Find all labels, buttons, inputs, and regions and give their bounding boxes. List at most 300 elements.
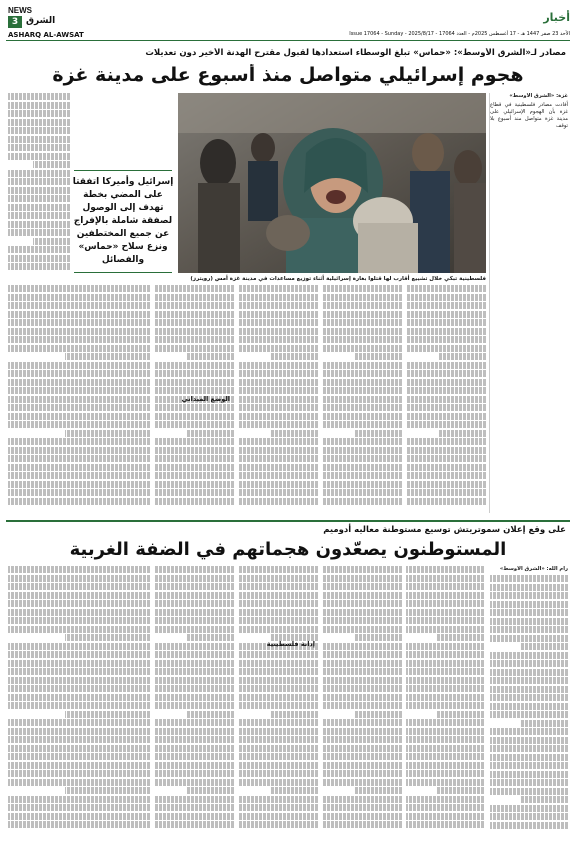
body-text-line	[238, 328, 318, 335]
body-text-line	[8, 626, 150, 633]
body-text-line	[8, 617, 150, 624]
body-text-line	[154, 668, 234, 675]
body-text-line	[154, 609, 234, 616]
body-text-line	[406, 294, 486, 301]
body-text-line	[238, 481, 318, 488]
body-text-line	[406, 643, 484, 650]
body-text-line	[238, 617, 318, 624]
logo: الشرق	[26, 16, 56, 26]
story1-column-2	[406, 285, 486, 513]
body-text-line	[406, 770, 484, 777]
body-text-line	[490, 584, 568, 591]
body-text-line	[354, 634, 402, 641]
body-text-line	[322, 600, 402, 607]
body-text-line	[490, 737, 568, 744]
body-text-line	[8, 609, 150, 616]
body-text-line	[490, 711, 568, 718]
body-text-line	[322, 753, 402, 760]
body-text-line	[8, 575, 150, 582]
body-text-line	[238, 668, 318, 675]
body-text-line	[270, 430, 318, 437]
body-text-line	[437, 711, 484, 718]
body-text-line	[8, 702, 150, 709]
body-text-line	[490, 618, 568, 625]
body-text-line	[322, 311, 402, 318]
body-text-line	[8, 600, 150, 607]
body-text-line	[8, 421, 150, 428]
body-text-line	[8, 195, 70, 202]
body-text-line	[406, 660, 484, 667]
body-text-line	[8, 736, 150, 743]
body-text-line	[354, 430, 402, 437]
body-text-line	[238, 370, 318, 377]
body-text-line	[406, 489, 486, 496]
body-text-line	[438, 430, 486, 437]
body-text-line	[154, 455, 234, 462]
body-text-line	[154, 626, 234, 633]
body-text-line	[154, 643, 234, 650]
body-text-line	[8, 651, 150, 658]
body-text-line	[238, 421, 318, 428]
body-text-line	[322, 745, 402, 752]
body-text-line	[322, 770, 402, 777]
body-text-line	[8, 345, 150, 352]
body-text-line	[186, 787, 234, 794]
body-text-line	[33, 238, 70, 245]
body-text-line	[406, 626, 484, 633]
body-text-line	[490, 805, 568, 812]
body-text-line	[406, 592, 484, 599]
body-text-line	[406, 438, 486, 445]
body-text-line	[65, 634, 150, 641]
body-text-line	[322, 455, 402, 462]
body-text-line	[8, 745, 150, 752]
body-text-line	[238, 677, 318, 684]
body-text-line	[406, 455, 486, 462]
body-text-line	[322, 404, 402, 411]
body-text-line	[8, 592, 150, 599]
body-text-line	[154, 328, 234, 335]
body-text-line	[238, 319, 318, 326]
body-text-line	[354, 711, 402, 718]
body-text-line	[490, 601, 568, 608]
body-text-line	[406, 804, 484, 811]
body-text-line	[322, 685, 402, 692]
body-text-line	[8, 110, 70, 117]
body-text-line	[8, 204, 70, 211]
body-text-line	[8, 170, 70, 177]
body-text-line	[238, 753, 318, 760]
body-text-line	[354, 787, 402, 794]
body-text-line	[490, 703, 568, 710]
body-text-line	[437, 787, 484, 794]
body-text-line	[238, 455, 318, 462]
body-text-line	[322, 302, 402, 309]
photo-caption: فلسطينية تبكي خلال تشييع أقارب لها قتلوا بغارة إسرائيلية أثناء توزيع مساعدات في مدينة غزة أمس (رويترز)	[190, 276, 486, 282]
body-text-line	[406, 719, 484, 726]
body-text-line	[490, 771, 568, 778]
story2-column-4	[238, 566, 318, 834]
body-text-line	[322, 447, 402, 454]
story1-column-1	[490, 93, 568, 513]
body-text-line	[238, 447, 318, 454]
body-text-line	[238, 600, 318, 607]
body-text-line	[406, 677, 484, 684]
body-text-line	[322, 294, 402, 301]
story1-column-1-text	[490, 134, 568, 513]
body-text-line	[490, 813, 568, 820]
body-text-line	[406, 336, 486, 343]
body-text-line	[406, 413, 486, 420]
body-text-line	[238, 294, 318, 301]
body-text-line	[270, 787, 318, 794]
body-text-line	[154, 319, 234, 326]
body-text-line	[8, 583, 150, 590]
pull-quote-bottom-rule	[74, 272, 172, 273]
body-text-line	[238, 694, 318, 701]
story-divider	[6, 520, 570, 522]
body-text-line	[322, 719, 402, 726]
body-text-line	[521, 643, 568, 650]
body-text-line	[406, 668, 484, 675]
body-text-line	[406, 779, 484, 786]
body-text-line	[406, 609, 484, 616]
body-text-line	[238, 796, 318, 803]
body-text-line	[154, 677, 234, 684]
body-text-line	[154, 421, 234, 428]
body-text-line	[154, 736, 234, 743]
body-text-line	[322, 396, 402, 403]
body-text-line	[154, 387, 234, 394]
story1-kicker: مصادر لـ«الشرق الأوسط»: «حماس» تبلغ الوسطاء استعدادها لقبول مقترح الهدنة الأخير دون تعديلات	[145, 48, 566, 58]
body-text-line	[154, 753, 234, 760]
body-text-line	[406, 302, 486, 309]
body-text-line	[154, 472, 234, 479]
body-text-line	[406, 736, 484, 743]
body-text-line	[238, 770, 318, 777]
body-text-line	[238, 311, 318, 318]
body-text-line	[406, 583, 484, 590]
body-text-line	[406, 745, 484, 752]
body-text-line	[238, 745, 318, 752]
body-text-line	[8, 311, 150, 318]
body-text-line	[406, 651, 484, 658]
body-text-line	[154, 592, 234, 599]
body-text-line	[322, 583, 402, 590]
story2-column-2	[406, 566, 484, 834]
body-text-line	[322, 617, 402, 624]
body-text-line	[154, 336, 234, 343]
body-text-line	[490, 822, 568, 829]
body-text-line	[65, 711, 150, 718]
body-text-line	[154, 285, 234, 292]
header-rule	[6, 40, 570, 41]
paper-name: ASHARQ AL-AWSAT	[8, 31, 84, 39]
body-text-line	[8, 319, 150, 326]
body-text-line	[490, 745, 568, 752]
body-text-line	[154, 498, 234, 505]
body-text-line	[238, 379, 318, 386]
body-text-line	[322, 481, 402, 488]
body-text-line	[8, 660, 150, 667]
body-text-line	[154, 660, 234, 667]
body-text-line	[490, 635, 568, 642]
body-text-line	[322, 677, 402, 684]
body-text-line	[238, 396, 318, 403]
story2-byline: رام الله: «الشرق الأوسط»	[499, 566, 568, 572]
body-text-line	[154, 745, 234, 752]
body-text-line	[8, 285, 150, 292]
body-text-line	[8, 294, 150, 301]
story2-headline: المستوطنون يصعّدون هجماتهم في الضفة الغربية	[69, 539, 507, 560]
body-text-line	[406, 762, 484, 769]
body-text-line	[322, 575, 402, 582]
story2-column-6	[8, 566, 150, 834]
body-text-line	[8, 336, 150, 343]
body-text-line	[406, 472, 486, 479]
body-text-line	[65, 787, 150, 794]
body-text-line	[490, 626, 568, 633]
body-text-line	[8, 178, 70, 185]
body-text-line	[406, 498, 486, 505]
body-text-line	[238, 728, 318, 735]
body-text-line	[154, 575, 234, 582]
body-text-line	[322, 328, 402, 335]
body-text-line	[322, 285, 402, 292]
body-text-line	[322, 813, 402, 820]
body-text-line	[186, 353, 234, 360]
body-text-line	[65, 430, 150, 437]
body-text-line	[238, 804, 318, 811]
body-text-line	[8, 263, 70, 270]
body-text-line	[354, 353, 402, 360]
body-text-line	[322, 728, 402, 735]
body-text-line	[154, 762, 234, 769]
body-text-line	[322, 438, 402, 445]
body-text-line	[8, 677, 150, 684]
body-text-line	[406, 396, 486, 403]
body-text-line	[154, 379, 234, 386]
body-text-line	[490, 762, 568, 769]
body-text-line	[65, 353, 150, 360]
body-text-line	[8, 221, 70, 228]
section-label: أخبار	[543, 11, 570, 24]
body-text-line	[154, 481, 234, 488]
body-text-line	[406, 566, 484, 573]
body-text-line	[322, 702, 402, 709]
body-text-line	[33, 161, 70, 168]
body-text-line	[8, 489, 150, 496]
body-text-line	[406, 285, 486, 292]
body-text-line	[406, 685, 484, 692]
body-text-line	[406, 345, 486, 352]
body-text-line	[154, 294, 234, 301]
body-text-line	[322, 804, 402, 811]
body-text-line	[406, 311, 486, 318]
body-text-line	[406, 617, 484, 624]
body-text-line	[322, 762, 402, 769]
body-text-line	[238, 660, 318, 667]
body-text-line	[322, 651, 402, 658]
story1-column-4	[238, 285, 318, 513]
body-text-line	[8, 643, 150, 650]
body-text-line	[238, 651, 318, 658]
body-text-line	[8, 229, 70, 236]
body-text-line	[438, 353, 486, 360]
pull-quote: إسرائيل وأميركا اتفقتا على المضي بخطة تهدف إلى الوصول لصفقة شاملة بالإفراج عن جميع المختطفين ونزع سلاح «حماس» والفصائل	[72, 177, 174, 265]
body-text-line	[8, 119, 70, 126]
body-text-line	[322, 736, 402, 743]
body-text-line	[8, 753, 150, 760]
body-text-line	[406, 379, 486, 386]
story2-kicker: على وقع إعلان سموتريتش توسيع مستوطنة معاليه أدوميم	[323, 525, 566, 535]
body-text-line	[238, 626, 318, 633]
body-text-line	[521, 796, 568, 803]
body-text-line	[8, 93, 70, 100]
body-text-line	[322, 626, 402, 633]
body-text-line	[322, 421, 402, 428]
body-text-line	[490, 575, 568, 582]
body-text-line	[406, 319, 486, 326]
story1-column-7	[8, 93, 70, 278]
body-text-line	[322, 336, 402, 343]
body-text-line	[154, 779, 234, 786]
body-text-line	[154, 566, 234, 573]
pull-quote-top-rule	[74, 170, 172, 171]
body-text-line	[490, 660, 568, 667]
story2-column-1	[490, 566, 568, 834]
body-text-line	[322, 379, 402, 386]
story1-subheading: الوضع الميداني	[181, 395, 230, 403]
body-text-line	[154, 728, 234, 735]
body-text-line	[322, 464, 402, 471]
body-text-line	[406, 813, 484, 820]
story1-column-6	[8, 285, 150, 513]
body-text-line	[521, 720, 568, 727]
body-text-line	[154, 685, 234, 692]
body-text-line	[154, 719, 234, 726]
body-text-line	[238, 464, 318, 471]
body-text-line	[8, 246, 70, 253]
body-text-line	[238, 685, 318, 692]
body-text-line	[490, 669, 568, 676]
body-text-line	[270, 711, 318, 718]
body-text-line	[8, 779, 150, 786]
body-text-line	[322, 566, 402, 573]
body-text-line	[322, 345, 402, 352]
body-text-line	[8, 387, 150, 394]
body-text-line	[8, 455, 150, 462]
body-text-line	[8, 762, 150, 769]
body-text-line	[322, 472, 402, 479]
story2-column-3	[322, 566, 402, 834]
column-divider	[489, 93, 490, 513]
body-text-line	[238, 302, 318, 309]
body-text-line	[238, 592, 318, 599]
body-text-line	[154, 345, 234, 352]
body-text-line	[437, 634, 484, 641]
body-text-line	[490, 728, 568, 735]
body-text-line	[238, 583, 318, 590]
body-text-line	[154, 600, 234, 607]
body-text-line	[322, 592, 402, 599]
body-text-line	[322, 821, 402, 828]
body-text-line	[8, 719, 150, 726]
body-text-line	[238, 736, 318, 743]
body-text-line	[154, 651, 234, 658]
body-text-line	[8, 804, 150, 811]
body-text-line	[8, 144, 70, 151]
body-text-line	[490, 652, 568, 659]
body-text-line	[186, 711, 234, 718]
body-text-line	[238, 336, 318, 343]
body-text-line	[238, 285, 318, 292]
story1-column-3	[322, 285, 402, 513]
body-text-line	[322, 413, 402, 420]
body-text-line	[406, 421, 486, 428]
body-text-line	[490, 788, 568, 795]
story2-subheading: إدانة فلسطينية	[266, 640, 315, 648]
body-text-line	[406, 328, 486, 335]
body-text-line	[8, 404, 150, 411]
body-text-line	[406, 796, 484, 803]
body-text-line	[238, 566, 318, 573]
body-text-line	[154, 464, 234, 471]
body-text-line	[406, 753, 484, 760]
body-text-line	[238, 404, 318, 411]
body-text-line	[8, 813, 150, 820]
body-text-line	[238, 498, 318, 505]
body-text-line	[322, 498, 402, 505]
body-text-line	[238, 702, 318, 709]
body-text-line	[8, 728, 150, 735]
body-text-line	[238, 779, 318, 786]
body-text-line	[490, 686, 568, 693]
body-text-line	[322, 660, 402, 667]
body-text-line	[186, 430, 234, 437]
body-text-line	[406, 821, 484, 828]
body-text-line	[8, 102, 70, 109]
body-text-line	[406, 404, 486, 411]
body-text-line	[154, 804, 234, 811]
body-text-line	[8, 694, 150, 701]
body-text-line	[8, 370, 150, 377]
body-text-line	[8, 302, 150, 309]
body-text-line	[238, 413, 318, 420]
body-text-line	[154, 404, 234, 411]
body-text-line	[8, 668, 150, 675]
body-text-line	[8, 770, 150, 777]
body-text-line	[322, 362, 402, 369]
body-text-line	[154, 694, 234, 701]
body-text-line	[490, 694, 568, 701]
body-text-line	[238, 575, 318, 582]
body-text-line	[238, 345, 318, 352]
body-text-line	[154, 447, 234, 454]
body-text-line	[238, 762, 318, 769]
body-text-line	[406, 464, 486, 471]
body-text-line	[238, 387, 318, 394]
body-text-line	[154, 813, 234, 820]
body-text-line	[322, 796, 402, 803]
body-text-line	[322, 387, 402, 394]
body-text-line	[8, 328, 150, 335]
body-text-line	[154, 770, 234, 777]
body-text-line	[322, 694, 402, 701]
body-text-line	[8, 685, 150, 692]
story2-column-5	[154, 566, 234, 834]
body-text-line	[490, 754, 568, 761]
